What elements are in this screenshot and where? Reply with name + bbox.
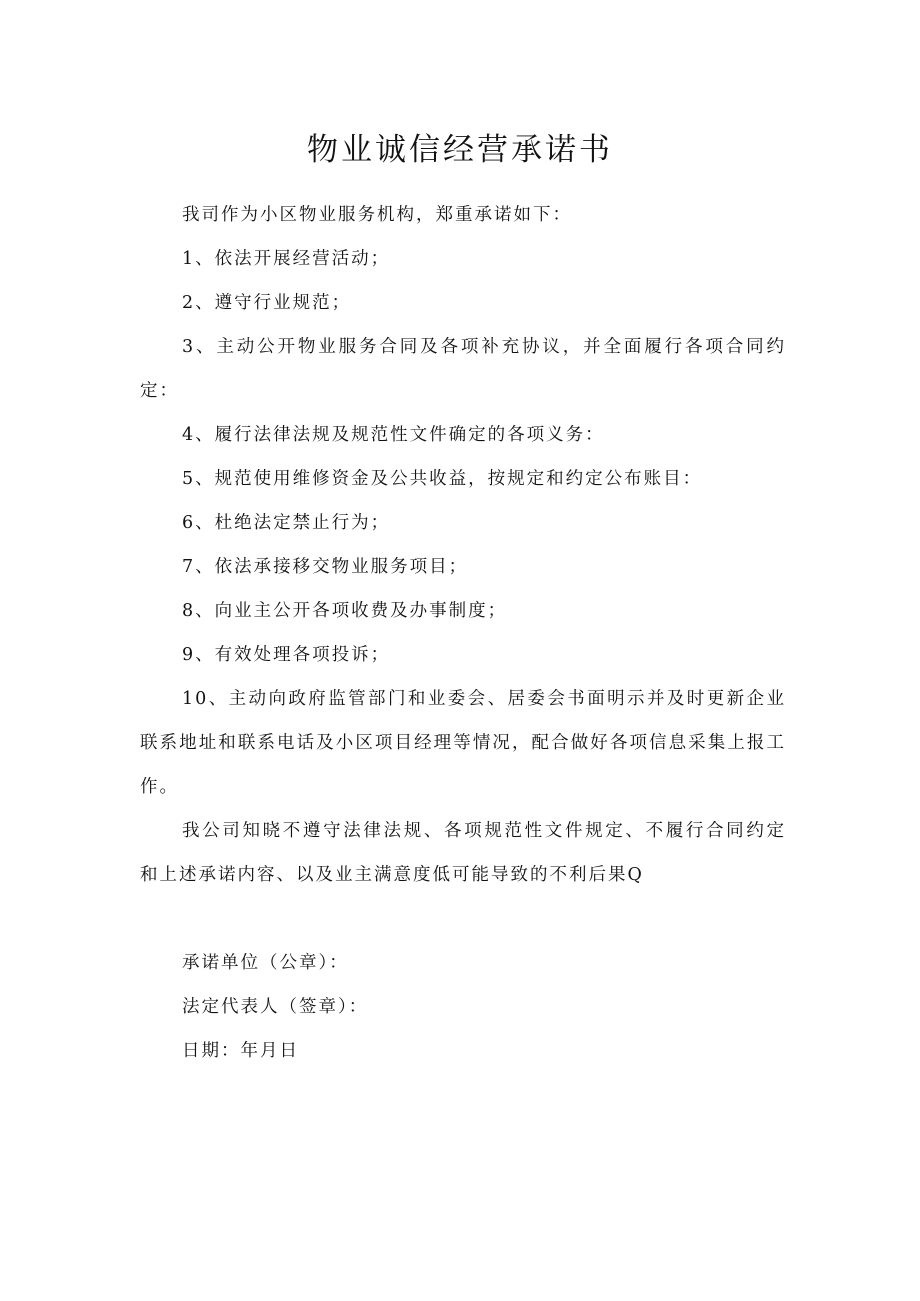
commitment-item-8: 8、向业主公开各项收费及办事制度； — [182, 601, 508, 621]
commitment-item-4: 4、履行法律法规及规范性文件确定的各项义务： — [182, 425, 605, 445]
commitment-item-5: 5、规范使用维修资金及公共收益，按规定和约定公布账目： — [182, 469, 703, 489]
signature-representative: 法定代表人（签章）： — [182, 997, 369, 1017]
commitment-item-1: 1、依法开展经营活动； — [182, 249, 391, 269]
commitment-item-2: 2、遵守行业规范； — [182, 293, 352, 313]
document-body — [140, 193, 786, 1073]
commitment-item-10: 10、主动向政府监管部门和业委会、居委会书面明示并及时更新企业联系地址和联系电话及小区项目经理等情况，配合做好各项信息采集上报工作。 — [140, 689, 786, 797]
intro-paragraph: 我司作为小区物业服务机构，郑重承诺如下： — [182, 205, 572, 225]
closing-paragraph: 我公司知晓不遵守法律法规、各项规范性文件规定、不履行合同约定和上述承诺内容、以及业主满意度低可能导致的不利后果Q — [140, 821, 786, 885]
commitment-item-3: 3、主动公开物业服务合同及各项补充协议，并全面履行各项合同约定： — [140, 337, 786, 401]
document-title: 物业诚信经营承诺书 — [307, 132, 613, 168]
signature-date: 日期：年月日 — [182, 1041, 299, 1061]
signature-spacer — [140, 897, 786, 941]
signature-unit: 承诺单位（公章）： — [182, 953, 349, 973]
commitment-item-9: 9、有效处理各项投诉； — [182, 645, 391, 665]
commitment-item-6: 6、杜绝法定禁止行为； — [182, 513, 391, 533]
commitment-item-7: 7、依法承接移交物业服务项目； — [182, 557, 469, 577]
